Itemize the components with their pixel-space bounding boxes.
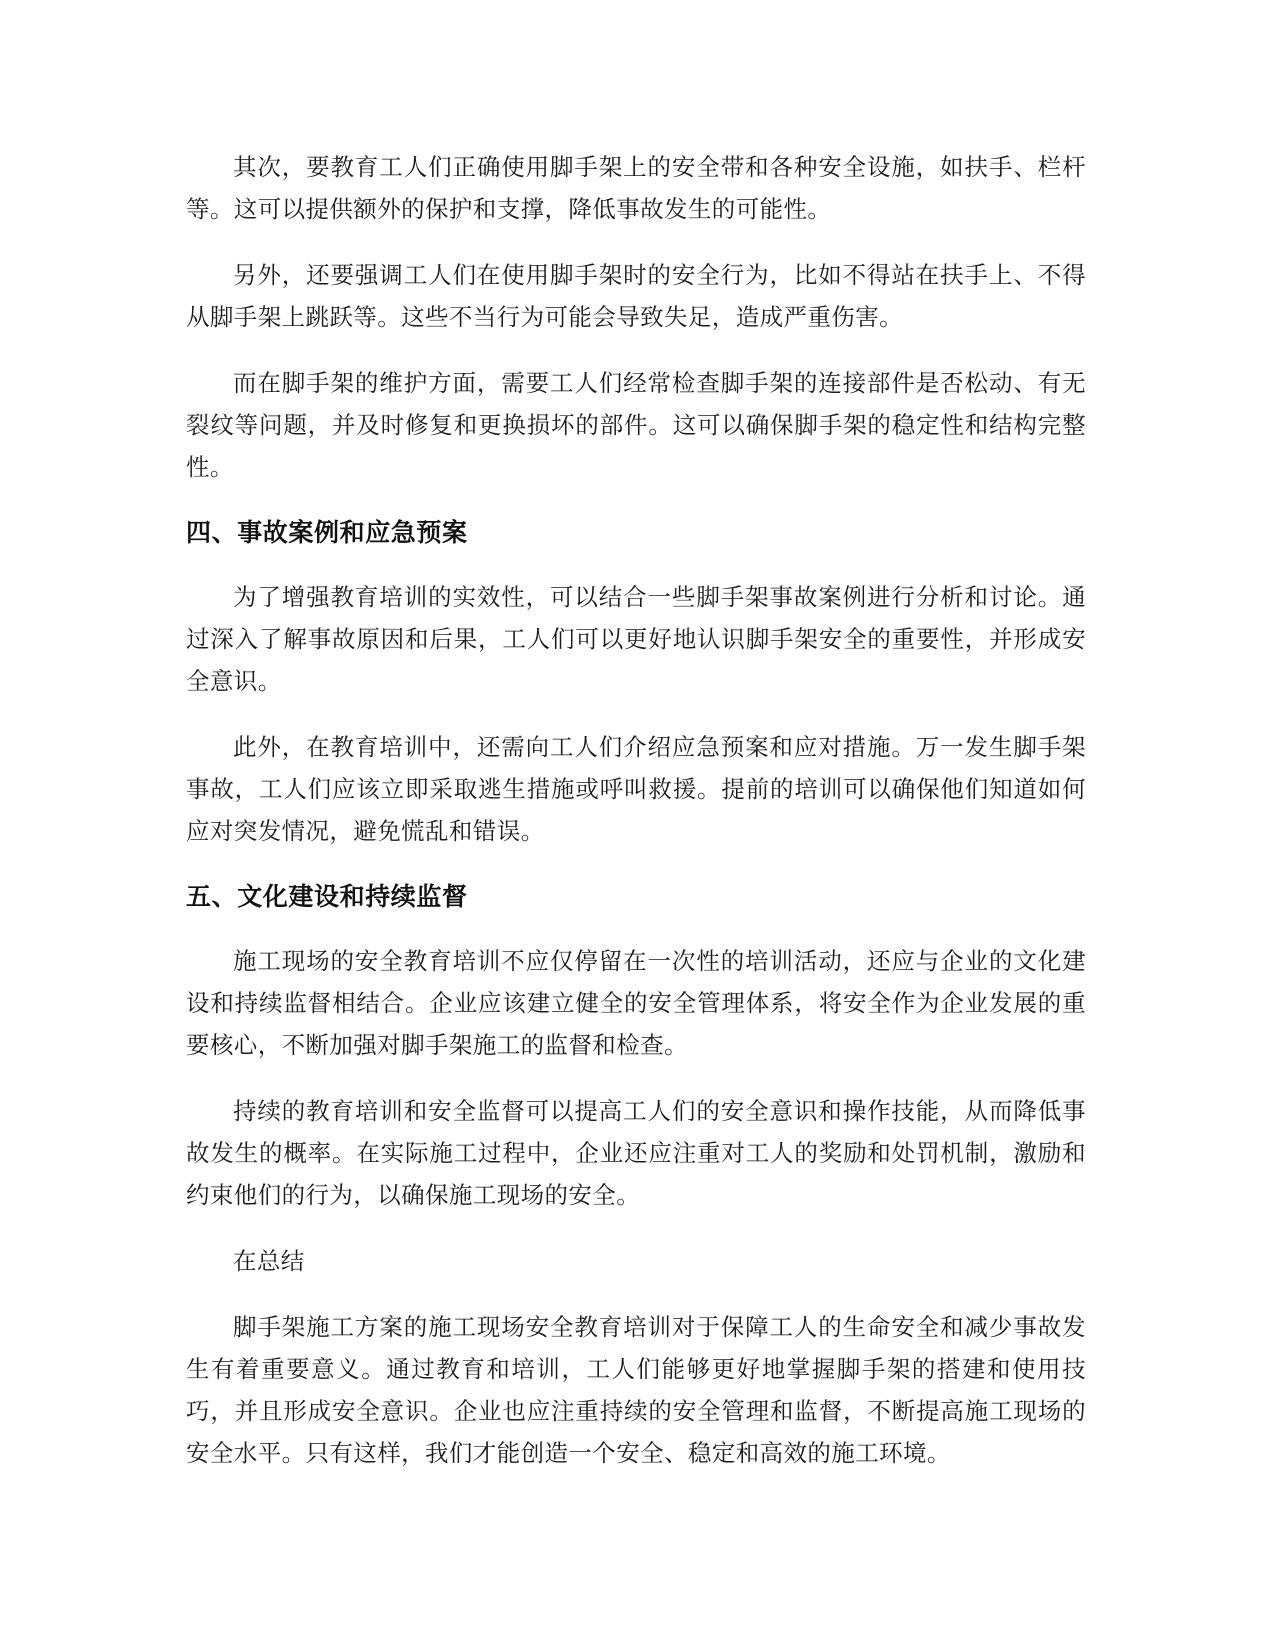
paragraph-conclusion: 脚手架施工方案的施工现场安全教育培训对于保障工人的生命安全和减少事故发生有着重要意义。通过教育和培训，工人们能够更好地掌握脚手架的搭建和使用技巧，并且形成安全意识。企业也应注重持续的安全管理和监督，不断提高施工现场的安全水平。只有这样，我们才能创造一个安全、稳定和高效的施工环境。 bbox=[186, 1313, 1086, 1467]
paragraph-emergency-plan: 此外，在教育培训中，还需向工人们介绍应急预案和应对措施。万一发生脚手架事故，工人们应该立即采取逃生措施或呼叫救援。提前的培训可以确保他们知道如何应对突发情况，避免慌乱和错误。 bbox=[186, 733, 1086, 845]
section-heading-accident-cases: 四、事故案例和应急预案 bbox=[186, 518, 468, 547]
paragraph-safe-behavior: 另外，还要强调工人们在使用脚手架时的安全行为，比如不得站在扶手上、不得从脚手架上跳跃等。这些不当行为可能会导致失足，造成严重伤害。 bbox=[186, 261, 1086, 331]
paragraph-culture-building: 施工现场的安全教育培训不应仅停留在一次性的培训活动，还应与企业的文化建设和持续监督相结合。企业应该建立健全的安全管理体系，将安全作为企业发展的重要核心，不断加强对脚手架施工的监督和检查。 bbox=[186, 947, 1086, 1059]
paragraph-continuous-supervision: 持续的教育培训和安全监督可以提高工人们的安全意识和操作技能，从而降低事故发生的概率。在实际施工过程中，企业还应注重对工人的奖励和处罚机制，激励和约束他们的行为，以确保施工现场的安全。 bbox=[186, 1097, 1086, 1209]
document-body bbox=[186, 146, 1086, 1498]
summary-label: 在总结 bbox=[233, 1247, 305, 1275]
paragraph-safety-equipment: 其次，要教育工人们正确使用脚手架上的安全带和各种安全设施，如扶手、栏杆等。这可以提供额外的保护和支撑，降低事故发生的可能性。 bbox=[186, 153, 1086, 223]
section-heading-culture-supervision: 五、文化建设和持续监督 bbox=[186, 882, 468, 911]
paragraph-maintenance: 而在脚手架的维护方面，需要工人们经常检查脚手架的连接部件是否松动、有无裂纹等问题，并及时修复和更换损坏的部件。这可以确保脚手架的稳定性和结构完整性。 bbox=[186, 369, 1086, 481]
paragraph-case-analysis: 为了增强教育培训的实效性，可以结合一些脚手架事故案例进行分析和讨论。通过深入了解事故原因和后果，工人们可以更好地认识脚手架安全的重要性，并形成安全意识。 bbox=[186, 583, 1086, 695]
